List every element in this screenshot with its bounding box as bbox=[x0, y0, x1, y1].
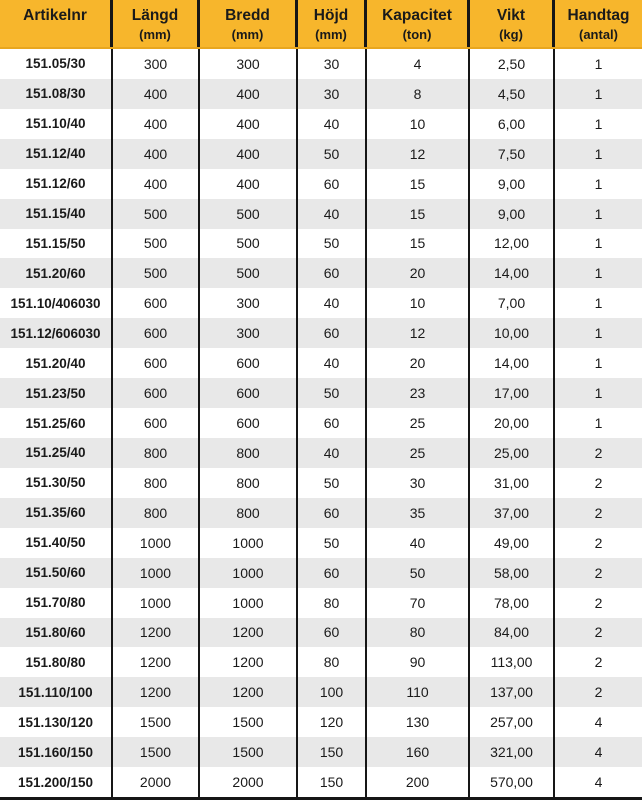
value-cell: 30 bbox=[367, 468, 470, 498]
value-cell: 110 bbox=[367, 677, 470, 707]
value-cell: 4 bbox=[594, 774, 603, 791]
artikelnr-cell: 151.15/50 bbox=[0, 229, 113, 259]
column-header-label: Handtag bbox=[567, 7, 630, 24]
value-cell: 40 bbox=[298, 288, 367, 318]
value-cell: 1 bbox=[594, 295, 603, 312]
value-cell: 60 bbox=[298, 618, 367, 648]
artikelnr-cell: 151.110/100 bbox=[0, 677, 113, 707]
value-cell: 37,00 bbox=[470, 498, 555, 528]
value-cell: 58,00 bbox=[470, 558, 555, 588]
table-row bbox=[0, 647, 642, 677]
value-cell: 400 bbox=[113, 79, 200, 109]
column-header-label: Längd bbox=[131, 7, 179, 24]
artikelnr-cell: 151.35/60 bbox=[0, 498, 113, 528]
table-row bbox=[0, 498, 642, 528]
value-cell: 1000 bbox=[200, 588, 298, 618]
value-cell: 80 bbox=[298, 588, 367, 618]
value-cell: 1 bbox=[594, 85, 603, 102]
value-cell: 2 bbox=[594, 684, 603, 701]
value-cell: 50 bbox=[298, 378, 367, 408]
column-header-unit: (mm) bbox=[139, 27, 171, 42]
value-cell: 1200 bbox=[200, 618, 298, 648]
value-cell: 800 bbox=[200, 438, 298, 468]
value-cell: 1 bbox=[594, 145, 603, 162]
value-cell: 1000 bbox=[113, 528, 200, 558]
value-cell: 40 bbox=[298, 199, 367, 229]
value-cell: 6,00 bbox=[470, 109, 555, 139]
value-cell: 400 bbox=[113, 169, 200, 199]
value-cell: 600 bbox=[113, 378, 200, 408]
value-cell: 60 bbox=[298, 498, 367, 528]
artikelnr-cell: 151.12/60 bbox=[0, 169, 113, 199]
artikelnr-cell: 151.30/50 bbox=[0, 468, 113, 498]
value-cell: 1200 bbox=[113, 677, 200, 707]
value-cell: 800 bbox=[113, 468, 200, 498]
value-cell: 300 bbox=[200, 318, 298, 348]
table-row bbox=[0, 378, 642, 408]
value-cell: 800 bbox=[113, 498, 200, 528]
value-cell: 15 bbox=[367, 199, 470, 229]
value-cell: 70 bbox=[367, 588, 470, 618]
artikelnr-cell: 151.70/80 bbox=[0, 588, 113, 618]
value-cell: 800 bbox=[113, 438, 200, 468]
artikelnr-cell: 151.160/150 bbox=[0, 737, 113, 767]
table-row bbox=[0, 468, 642, 498]
table-row bbox=[0, 79, 642, 109]
value-cell: 4,50 bbox=[470, 79, 555, 109]
column-header-label: Vikt bbox=[496, 7, 526, 24]
table-row bbox=[0, 288, 642, 318]
value-cell: 137,00 bbox=[470, 677, 555, 707]
value-cell: 800 bbox=[200, 498, 298, 528]
value-cell: 500 bbox=[200, 199, 298, 229]
value-cell: 113,00 bbox=[470, 647, 555, 677]
value-cell: 150 bbox=[298, 737, 367, 767]
value-cell: 1200 bbox=[200, 647, 298, 677]
artikelnr-cell: 151.10/40 bbox=[0, 109, 113, 139]
value-cell: 23 bbox=[367, 378, 470, 408]
value-cell: 9,00 bbox=[470, 169, 555, 199]
value-cell: 600 bbox=[113, 348, 200, 378]
value-cell: 1000 bbox=[113, 558, 200, 588]
column-header-unit: (antal) bbox=[579, 27, 618, 42]
value-cell: 2 bbox=[594, 534, 603, 551]
value-cell: 9,00 bbox=[470, 199, 555, 229]
table-row bbox=[0, 318, 642, 348]
value-cell: 7,50 bbox=[470, 139, 555, 169]
value-cell: 40 bbox=[298, 438, 367, 468]
value-cell: 7,00 bbox=[470, 288, 555, 318]
value-cell: 84,00 bbox=[470, 618, 555, 648]
value-cell: 78,00 bbox=[470, 588, 555, 618]
value-cell: 600 bbox=[113, 408, 200, 438]
table-row bbox=[0, 737, 642, 767]
artikelnr-cell: 151.12/606030 bbox=[0, 318, 113, 348]
value-cell: 10 bbox=[367, 109, 470, 139]
artikelnr-cell: 151.10/406030 bbox=[0, 288, 113, 318]
value-cell: 400 bbox=[113, 109, 200, 139]
value-cell: 1500 bbox=[200, 737, 298, 767]
value-cell: 1500 bbox=[113, 737, 200, 767]
value-cell: 17,00 bbox=[470, 378, 555, 408]
value-cell: 2 bbox=[594, 474, 603, 491]
value-cell: 20 bbox=[367, 348, 470, 378]
value-cell: 1000 bbox=[113, 588, 200, 618]
column-header bbox=[367, 0, 470, 47]
column-header bbox=[0, 0, 113, 47]
table-row bbox=[0, 109, 642, 139]
artikelnr-cell: 151.12/40 bbox=[0, 139, 113, 169]
value-cell: 1500 bbox=[113, 707, 200, 737]
value-cell: 4 bbox=[594, 744, 603, 761]
value-cell: 2 bbox=[594, 444, 603, 461]
value-cell: 1 bbox=[594, 415, 603, 432]
value-cell: 60 bbox=[298, 258, 367, 288]
artikelnr-cell: 151.05/30 bbox=[0, 49, 113, 79]
column-header-label: Höjd bbox=[313, 7, 349, 24]
value-cell: 4 bbox=[594, 714, 603, 731]
value-cell: 50 bbox=[367, 558, 470, 588]
value-cell: 321,00 bbox=[470, 737, 555, 767]
value-cell: 1 bbox=[594, 175, 603, 192]
value-cell: 60 bbox=[298, 169, 367, 199]
table-row bbox=[0, 438, 642, 468]
value-cell: 500 bbox=[113, 229, 200, 259]
table-row bbox=[0, 677, 642, 707]
value-cell: 100 bbox=[298, 677, 367, 707]
value-cell: 12 bbox=[367, 139, 470, 169]
value-cell: 1000 bbox=[200, 558, 298, 588]
value-cell: 31,00 bbox=[470, 468, 555, 498]
value-cell: 14,00 bbox=[470, 258, 555, 288]
value-cell: 500 bbox=[200, 258, 298, 288]
artikelnr-cell: 151.20/40 bbox=[0, 348, 113, 378]
value-cell: 30 bbox=[298, 49, 367, 79]
table-row bbox=[0, 348, 642, 378]
value-cell: 40 bbox=[367, 528, 470, 558]
table-row bbox=[0, 618, 642, 648]
value-cell: 1 bbox=[594, 265, 603, 282]
value-cell: 2 bbox=[594, 654, 603, 671]
value-cell: 10,00 bbox=[470, 318, 555, 348]
table-row bbox=[0, 229, 642, 259]
value-cell: 80 bbox=[298, 647, 367, 677]
value-cell: 257,00 bbox=[470, 707, 555, 737]
value-cell: 300 bbox=[200, 49, 298, 79]
value-cell: 2 bbox=[594, 594, 603, 611]
table-row bbox=[0, 588, 642, 618]
value-cell: 25 bbox=[367, 438, 470, 468]
value-cell: 60 bbox=[298, 408, 367, 438]
value-cell: 1 bbox=[594, 115, 603, 132]
value-cell: 600 bbox=[200, 378, 298, 408]
value-cell: 4 bbox=[367, 49, 470, 79]
table-row bbox=[0, 258, 642, 288]
value-cell: 400 bbox=[200, 139, 298, 169]
value-cell: 2000 bbox=[200, 767, 298, 797]
value-cell: 8 bbox=[367, 79, 470, 109]
artikelnr-cell: 151.200/150 bbox=[0, 767, 113, 797]
column-header-unit: (ton) bbox=[402, 27, 432, 42]
value-cell: 50 bbox=[298, 528, 367, 558]
value-cell: 200 bbox=[367, 767, 470, 797]
value-cell: 570,00 bbox=[470, 767, 555, 797]
artikelnr-cell: 151.25/40 bbox=[0, 438, 113, 468]
value-cell: 50 bbox=[298, 468, 367, 498]
column-header bbox=[113, 0, 200, 47]
value-cell: 2 bbox=[594, 624, 603, 641]
artikelnr-cell: 151.08/30 bbox=[0, 79, 113, 109]
value-cell: 1 bbox=[594, 355, 603, 372]
table-row bbox=[0, 199, 642, 229]
column-header bbox=[200, 0, 298, 47]
value-cell: 60 bbox=[298, 318, 367, 348]
value-cell: 1200 bbox=[113, 618, 200, 648]
table-row bbox=[0, 767, 642, 797]
column-header-unit: (mm) bbox=[231, 27, 264, 42]
value-cell: 12,00 bbox=[470, 229, 555, 259]
value-cell: 1 bbox=[594, 235, 603, 252]
value-cell: 300 bbox=[200, 288, 298, 318]
column-header bbox=[298, 0, 367, 47]
value-cell: 500 bbox=[113, 199, 200, 229]
value-cell: 160 bbox=[367, 737, 470, 767]
value-cell: 1500 bbox=[200, 707, 298, 737]
value-cell: 800 bbox=[200, 468, 298, 498]
artikelnr-cell: 151.80/60 bbox=[0, 618, 113, 648]
value-cell: 130 bbox=[367, 707, 470, 737]
value-cell: 1 bbox=[594, 205, 603, 222]
value-cell: 50 bbox=[298, 139, 367, 169]
value-cell: 2,50 bbox=[470, 49, 555, 79]
artikelnr-cell: 151.130/120 bbox=[0, 707, 113, 737]
table-body bbox=[0, 49, 642, 797]
artikelnr-cell: 151.80/80 bbox=[0, 647, 113, 677]
value-cell: 15 bbox=[367, 229, 470, 259]
value-cell: 600 bbox=[200, 348, 298, 378]
table-row bbox=[0, 558, 642, 588]
column-header-label: Kapacitet bbox=[382, 7, 452, 24]
value-cell: 150 bbox=[298, 767, 367, 797]
value-cell: 1 bbox=[594, 55, 603, 72]
value-cell: 600 bbox=[113, 288, 200, 318]
value-cell: 2 bbox=[594, 504, 603, 521]
table-row bbox=[0, 528, 642, 558]
column-header-unit: (mm) bbox=[315, 27, 347, 42]
value-cell: 35 bbox=[367, 498, 470, 528]
artikelnr-cell: 151.23/50 bbox=[0, 378, 113, 408]
value-cell: 49,00 bbox=[470, 528, 555, 558]
value-cell: 40 bbox=[298, 348, 367, 378]
value-cell: 40 bbox=[298, 109, 367, 139]
column-header-unit: (kg) bbox=[499, 27, 523, 42]
artikelnr-cell: 151.40/50 bbox=[0, 528, 113, 558]
value-cell: 1200 bbox=[200, 677, 298, 707]
value-cell: 1 bbox=[594, 385, 603, 402]
column-header bbox=[555, 0, 642, 47]
value-cell: 500 bbox=[113, 258, 200, 288]
value-cell: 90 bbox=[367, 647, 470, 677]
table-header-row bbox=[0, 0, 642, 49]
artikelnr-cell: 151.25/60 bbox=[0, 408, 113, 438]
table-row bbox=[0, 408, 642, 438]
value-cell: 10 bbox=[367, 288, 470, 318]
value-cell: 1000 bbox=[200, 528, 298, 558]
value-cell: 25 bbox=[367, 408, 470, 438]
artikelnr-cell: 151.50/60 bbox=[0, 558, 113, 588]
column-header bbox=[470, 0, 555, 47]
artikelnr-cell: 151.20/60 bbox=[0, 258, 113, 288]
value-cell: 2000 bbox=[113, 767, 200, 797]
column-header-label: Artikelnr bbox=[23, 7, 87, 24]
value-cell: 20 bbox=[367, 258, 470, 288]
value-cell: 60 bbox=[298, 558, 367, 588]
column-header-label: Bredd bbox=[225, 7, 270, 24]
table-row bbox=[0, 49, 642, 79]
table-row bbox=[0, 707, 642, 737]
value-cell: 600 bbox=[200, 408, 298, 438]
value-cell: 400 bbox=[200, 79, 298, 109]
value-cell: 500 bbox=[200, 229, 298, 259]
value-cell: 120 bbox=[298, 707, 367, 737]
value-cell: 400 bbox=[200, 169, 298, 199]
value-cell: 20,00 bbox=[470, 408, 555, 438]
value-cell: 1 bbox=[594, 325, 603, 342]
table-row bbox=[0, 139, 642, 169]
value-cell: 12 bbox=[367, 318, 470, 348]
value-cell: 2 bbox=[594, 564, 603, 581]
value-cell: 14,00 bbox=[470, 348, 555, 378]
value-cell: 15 bbox=[367, 169, 470, 199]
value-cell: 30 bbox=[298, 79, 367, 109]
value-cell: 80 bbox=[367, 618, 470, 648]
value-cell: 600 bbox=[113, 318, 200, 348]
table-row bbox=[0, 169, 642, 199]
value-cell: 1200 bbox=[113, 647, 200, 677]
value-cell: 300 bbox=[113, 49, 200, 79]
value-cell: 400 bbox=[200, 109, 298, 139]
value-cell: 50 bbox=[298, 229, 367, 259]
value-cell: 25,00 bbox=[470, 438, 555, 468]
artikelnr-cell: 151.15/40 bbox=[0, 199, 113, 229]
value-cell: 400 bbox=[113, 139, 200, 169]
